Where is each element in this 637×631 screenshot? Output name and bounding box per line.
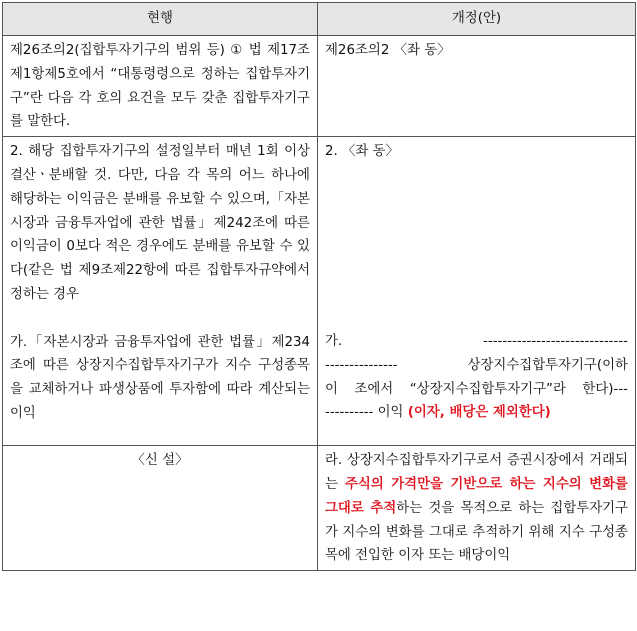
row2-revised-line3: 이 조에서 “상장지수집합투자기구”라 한다)---	[325, 381, 628, 397]
row1-current-text: 제26조의2(집합투자기구의 범위 등) ① 법 제17조제1항제5호에서 “대통령령으로 정하는 집합투자기구”란 다음 각 호의 요건을 모두 갖춘 집합투자기구를 말한다.	[10, 43, 310, 130]
row1-current	[3, 36, 318, 137]
row2-current-main: 2. 해당 집합투자기구의 설정일부터 매년 1회 이상 결산ㆍ분배할 것. 다만, 다음 각 목의 어느 하나에 해당하는 이익금은 분배를 유보할 수 있으며,「자본시장과 금융투자업에 관한 법률」제242조에 따른 이익금이 0보다 적은 경우에도 분배를 유보할 수 있다(같은 법 제9조제22항에 따른 집합투자규약에서 정하는 경우	[10, 144, 310, 302]
table-row	[3, 137, 636, 446]
table-row	[3, 446, 636, 571]
row2-current	[3, 137, 318, 446]
spacer	[325, 164, 628, 330]
row2-revised-line2: --------------- 상장지수집합투자기구(이하	[325, 357, 628, 373]
row2-revised-red-note: (이자, 배당은 제외한다)	[407, 405, 551, 421]
row2-revised-main: 2. 〈좌 동〉	[325, 144, 399, 160]
comparison-table	[2, 2, 636, 571]
row1-revised: 제26조의2 〈좌 동〉	[318, 36, 636, 137]
header-revised: 개정(안)	[318, 3, 636, 36]
spacer	[10, 307, 310, 331]
row3-revised	[318, 446, 636, 571]
row3-revised-text1: 라. 상장지수집합투자기구로서 증권시장에서 거래되는	[325, 453, 628, 492]
row3-revised-text2: 하는 것을 목적으로 하는 집합투자기구가 지수의 변화를 그대로 추적하기 위해 지수 구성종목에 전입한 이자 또는 배당이익	[325, 500, 628, 564]
row2-revised-line4-text: ---------- 이익	[325, 405, 408, 421]
row2-revised-line4	[325, 401, 628, 425]
row2-revised	[318, 137, 636, 446]
row3-current: 〈신 설〉	[3, 446, 318, 571]
row2-current-item-ga: 가.「자본시장과 금융투자업에 관한 법률」제234조에 따른 상장지수집합투자기구가 지수 구성종목을 교체하거나 파생상품에 투자함에 따라 계산되는 이익	[10, 334, 310, 421]
header-row	[3, 3, 636, 36]
row3-revised-red: 주식의 가격만을 기반으로 하는 지수의 변화를 그대로 추적	[325, 476, 628, 516]
table-row	[3, 36, 636, 137]
header-current: 현행	[3, 3, 318, 36]
row2-revised-line1: 가. ------------------------------	[325, 333, 628, 349]
